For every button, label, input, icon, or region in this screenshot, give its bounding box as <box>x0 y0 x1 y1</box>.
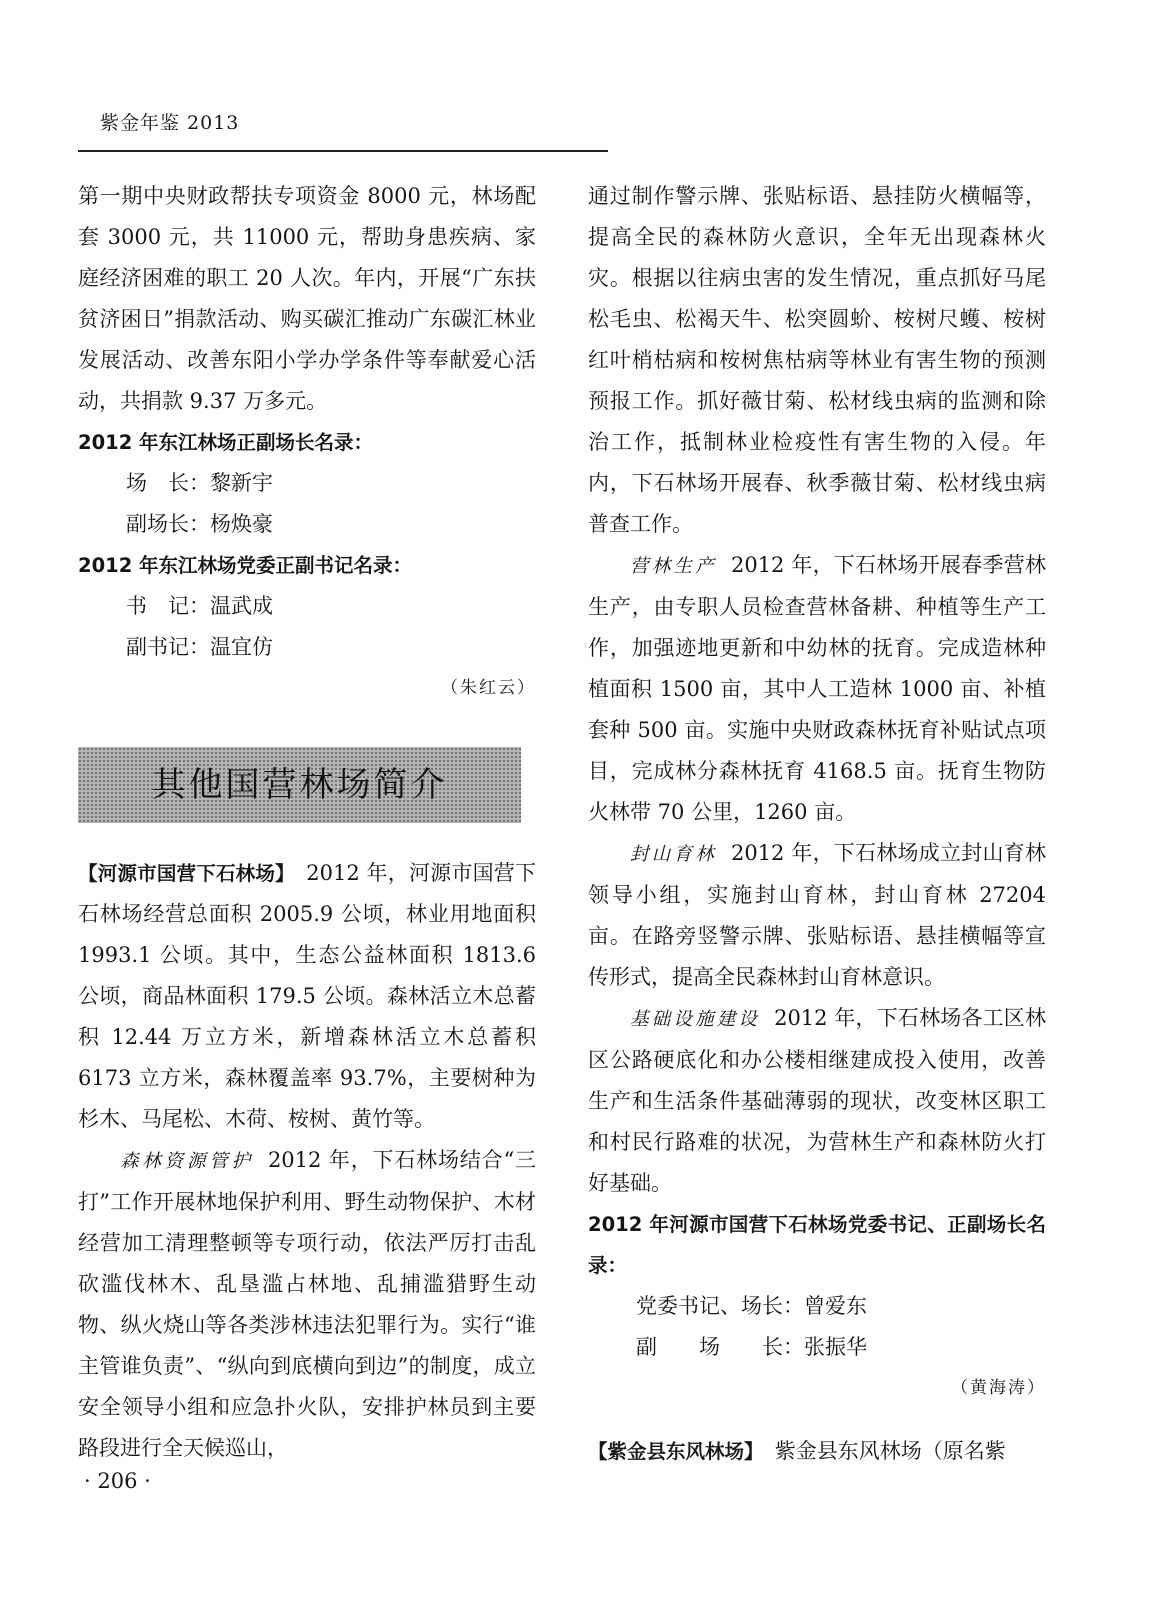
subsection-text: 2012 年，下石林场开展春季营林生产，由专职人员检查营林备耕、种植等生产工作，加强迹地更新和中幼林的抚育。完成造林种植面积 1500 亩，其中人工造林 1000 亩、补植套种 500 亩。实施中央财政森林抚育补贴试点项目，完成林分森林抚育 4168.5 亩。抚育生物防火林带 70 公里，1260 亩。 <box>588 553 1046 824</box>
list1-item-deputy: 副场长：杨焕豪 <box>126 512 273 536</box>
subsection-paragraph <box>588 833 1046 998</box>
entry-text: 紫金县东风林场（原名紫 <box>774 1439 1006 1463</box>
subsection-title: 营林生产 <box>630 556 717 577</box>
left-column <box>78 176 536 1469</box>
subsection-text: 2012 年，下石林场成立封山育林领导小组，实施封山育林，封山育林 27204 亩。在路旁竖警示牌、张贴标语、悬挂横幅等宣传形式，提高全民森林封山育林意识。 <box>588 841 1046 989</box>
subsection-title: 森林资源管护 <box>120 1151 254 1172</box>
subsection-title: 基础设施建设 <box>630 1009 761 1030</box>
right-column <box>588 176 1046 1472</box>
running-header: 紫金年鉴 2013 <box>100 112 240 134</box>
author-credit: （朱红云） <box>441 678 536 698</box>
list2-title: 2012 年东江林场党委正副书记名录： <box>78 554 413 577</box>
continued-paragraph: 通过制作警示牌、张贴标语、悬挂防火横幅等，提高全民的森林防火意识，全年无出现森林火灾。根据以往病虫害的发生情况，重点抓好马尾松毛虫、松褐天牛、松突圆蚧、桉树尺蠖、桉树红叶梢枯病和桉树焦枯病等林业有害生物的预测预报工作。抓好薇甘菊、松材线虫病的监测和除治工作，抵制林业检疫性有害生物的入侵。年内，下石林场开展春、秋季薇甘菊、松材线虫病普查工作。 <box>588 184 1046 536</box>
list2-item-deputy-secretary: 副书记：温宜仿 <box>126 635 273 659</box>
list3-item-deputy: 副 场 长：张振华 <box>636 1335 867 1359</box>
page-number: · 206 · <box>84 1469 151 1493</box>
subsection-text: 2012 年，下石林场各工区林区公路硬底化和办公楼相继建成投入使用，改善生产和生活条件基础薄弱的现状，改变林区职工和村民行路难的状况，为营林生产和森林防火打好基础。 <box>588 1006 1046 1195</box>
author-credit: （黄海涛） <box>951 1378 1046 1398</box>
subsection-paragraph <box>78 1140 536 1469</box>
list2-item-secretary: 书 记：温武成 <box>126 594 273 618</box>
subsection-text: 2012 年，下石林场结合“三打”工作开展林地保护利用、野生动物保护、木材经营加工清理整顿等专项行动，依法严厉打击乱砍滥伐林木、乱垦滥占林地、乱捕滥猎野生动物、纵火烧山等各类涉林违法犯罪行为。实行“谁主管谁负责”、“纵向到底横向到边”的制度，成立安全领导小组和应急扑火队，安排护林员到主要路段进行全天候巡山， <box>78 1148 536 1460</box>
list1-title: 2012 年东江林场正副场长名录： <box>78 431 374 454</box>
entry-title: 【紫金县东风林场】 <box>588 1440 754 1463</box>
intro-paragraph: 第一期中央财政帮扶专项资金 8000 元，林场配套 3000 元，共 11000 元，帮助身患疾病、家庭经济困难的职工 20 人次。年内，开展“广东扶贫济困日”捐款活动、购买碳汇推动广东碳汇林业发展活动、改善东阳小学办学条件等奉献爱心活动，共捐款 9.37 万多元。 <box>78 184 536 413</box>
list1-item-director: 场 长：黎新宇 <box>126 471 273 495</box>
subsection-paragraph <box>588 998 1046 1204</box>
section-banner <box>78 747 521 823</box>
entry-text: 2012 年，河源市国营下石林场经营总面积 2005.9 公顷，林业用地面积 1993.1 公顷。其中，生态公益林面积 1813.6 公顷，商品林面积 179.5 公顷。森林活立木总蓄积 12.44 万立方米，新增森林活立木总蓄积 6173 立方米，森林覆盖率 93.7%，主要树种为杉木、马尾松、木荷、桉树、黄竹等。 <box>78 861 536 1131</box>
subsection-title: 封山育林 <box>630 844 717 865</box>
subsection-paragraph <box>588 545 1046 833</box>
entry-paragraph <box>588 1431 1046 1472</box>
section-title: 其他国营林场简介 <box>151 764 448 805</box>
header-rule <box>78 150 608 152</box>
list3-item-secretary: 党委书记、场长：曾爱东 <box>636 1294 867 1318</box>
entry-paragraph <box>78 853 536 1140</box>
entry-title: 【河源市国营下石林场】 <box>78 862 286 885</box>
list3-title: 2012 年河源市国营下石林场党委书记、正副场长名录： <box>588 1213 1046 1277</box>
